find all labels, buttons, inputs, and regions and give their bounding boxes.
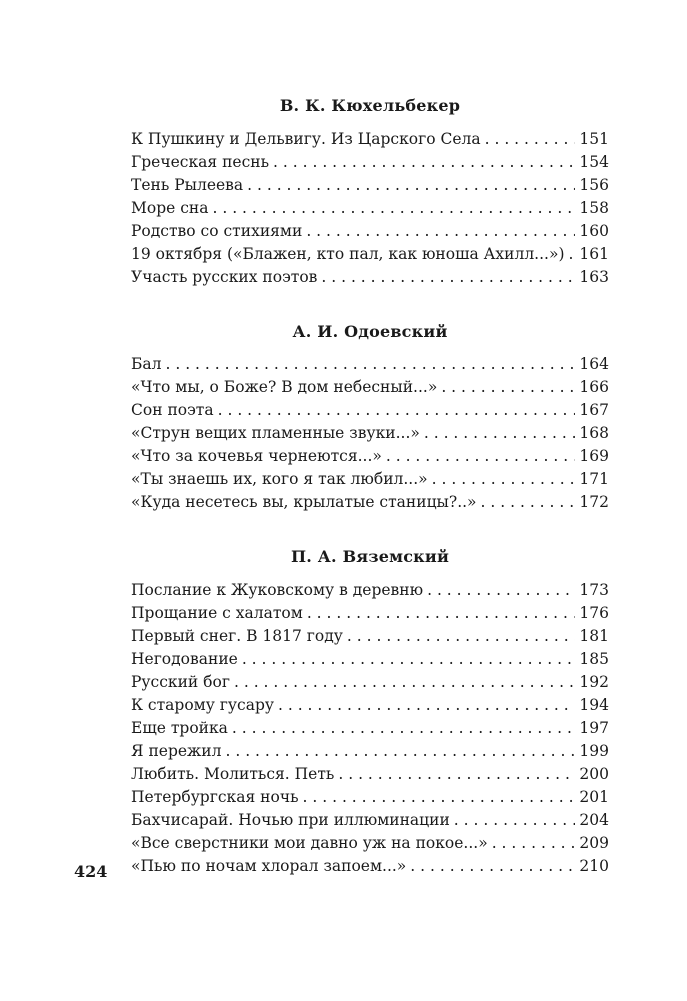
toc-entry[interactable] <box>131 602 609 624</box>
entry-title: Первый снег. В 1817 году <box>131 627 343 645</box>
entry-page: 151 <box>579 130 609 148</box>
toc-entry[interactable] <box>131 468 609 490</box>
entry-page: 201 <box>579 788 609 806</box>
dot-leader <box>321 266 575 288</box>
entry-title: Родство со стихиями <box>131 222 303 240</box>
entry-page: 167 <box>579 401 609 419</box>
toc-entry[interactable] <box>131 174 609 196</box>
toc-entry[interactable] <box>131 151 609 173</box>
dot-leader <box>338 763 575 785</box>
entry-page: 166 <box>579 378 609 396</box>
entry-page: 176 <box>579 604 609 622</box>
entry-title: Бал <box>131 355 162 373</box>
entry-page: 172 <box>579 493 609 511</box>
toc-entry[interactable] <box>131 855 609 877</box>
entry-title: Послание к Жуковскому в деревню <box>131 581 424 599</box>
toc-entry[interactable] <box>131 740 609 762</box>
dot-leader <box>481 491 576 513</box>
toc-entry[interactable] <box>131 353 609 375</box>
entry-title: «Ты знаешь их, кого я так любил...» <box>131 470 428 488</box>
entry-title: Прощание с халатом <box>131 604 303 622</box>
toc-entry[interactable] <box>131 243 609 265</box>
dot-leader <box>273 151 575 173</box>
entry-page: 171 <box>579 470 609 488</box>
toc-entry[interactable] <box>131 648 609 670</box>
entry-title: Я пережил <box>131 742 222 760</box>
toc-entry[interactable] <box>131 786 609 808</box>
entry-title: Любить. Молиться. Петь <box>131 765 335 783</box>
dot-leader <box>386 445 576 467</box>
entry-page: 210 <box>579 857 609 875</box>
entry-page: 158 <box>579 199 609 217</box>
entry-page: 192 <box>579 673 609 691</box>
toc-entry[interactable] <box>131 422 609 444</box>
dot-leader <box>569 243 576 265</box>
toc-entry[interactable] <box>131 579 609 601</box>
dot-leader <box>454 809 576 831</box>
dot-leader <box>485 128 576 150</box>
toc-entry[interactable] <box>131 445 609 467</box>
section-author-heading: П. А. Вяземский <box>290 547 450 566</box>
entry-page: 161 <box>579 245 609 263</box>
entry-page: 173 <box>579 581 609 599</box>
dot-leader <box>225 740 575 762</box>
entry-title: Море сна <box>131 199 209 217</box>
dot-leader <box>492 832 576 854</box>
entry-page: 160 <box>579 222 609 240</box>
toc-entry[interactable] <box>131 491 609 513</box>
dot-leader <box>427 579 575 601</box>
entry-page: 197 <box>579 719 609 737</box>
dot-leader <box>218 399 576 421</box>
dot-leader <box>242 648 576 670</box>
dot-leader <box>306 220 575 242</box>
entry-page: 185 <box>579 650 609 668</box>
entry-title: Тень Рылеева <box>131 176 244 194</box>
dot-leader <box>307 602 576 624</box>
dot-leader <box>234 671 575 693</box>
toc-entry[interactable] <box>131 220 609 242</box>
toc-entry[interactable] <box>131 717 609 739</box>
entry-page: 164 <box>579 355 609 373</box>
toc-entry[interactable] <box>131 694 609 716</box>
toc-entry[interactable] <box>131 399 609 421</box>
entry-page: 200 <box>579 765 609 783</box>
dot-leader <box>424 422 576 444</box>
page-number: 424 <box>74 862 108 881</box>
entry-title: «Куда несетесь вы, крылатые станицы?..» <box>131 493 477 511</box>
entry-title: 19 октября («Блажен, кто пал, как юноша Ахилл...») <box>131 245 565 263</box>
entry-page: 209 <box>579 834 609 852</box>
dot-leader <box>165 353 575 375</box>
dot-leader <box>410 855 575 877</box>
entry-page: 154 <box>579 153 609 171</box>
entry-title: Сон поэта <box>131 401 214 419</box>
entry-page: 169 <box>579 447 609 465</box>
entry-page: 204 <box>579 811 609 829</box>
entry-title: Участь русских поэтов <box>131 268 318 286</box>
toc-entry[interactable] <box>131 197 609 219</box>
dot-leader <box>432 468 576 490</box>
entry-page: 163 <box>579 268 609 286</box>
toc-entry[interactable] <box>131 376 609 398</box>
toc-entry[interactable] <box>131 128 609 150</box>
entry-title: «Все сверстники мои давно уж на покое...» <box>131 834 488 852</box>
entry-title: К Пушкину и Дельвигу. Из Царского Села <box>131 130 481 148</box>
toc-entry[interactable] <box>131 625 609 647</box>
dot-leader <box>441 376 575 398</box>
entry-page: 194 <box>579 696 609 714</box>
entry-title: Греческая песнь <box>131 153 270 171</box>
entry-title: «Пью по ночам хлорал запоем...» <box>131 857 407 875</box>
entry-title: Еще тройка <box>131 719 228 737</box>
toc-entry[interactable] <box>131 809 609 831</box>
toc-entry[interactable] <box>131 266 609 288</box>
entry-page: 181 <box>579 627 609 645</box>
dot-leader <box>278 694 575 716</box>
entry-title: Негодование <box>131 650 238 668</box>
toc-entry[interactable] <box>131 832 609 854</box>
section-author-heading: В. К. Кюхельбекер <box>279 96 461 115</box>
dot-leader <box>347 625 576 647</box>
dot-leader <box>247 174 575 196</box>
dot-leader <box>303 786 576 808</box>
entry-title: «Струн вещих пламенные звуки...» <box>131 424 420 442</box>
entry-page: 199 <box>579 742 609 760</box>
entry-title: Петербургская ночь <box>131 788 299 806</box>
entry-title: «Что за кочевья чернеются...» <box>131 447 382 465</box>
toc-entry[interactable] <box>131 763 609 785</box>
entry-title: Русский бог <box>131 673 230 691</box>
entry-title: «Что мы, о Боже? В дом небесный...» <box>131 378 438 396</box>
entry-title: К старому гусару <box>131 696 274 714</box>
entry-title: Бахчисарай. Ночью при иллюминации <box>131 811 450 829</box>
entry-page: 156 <box>579 176 609 194</box>
entry-page: 168 <box>579 424 609 442</box>
dot-leader <box>212 197 575 219</box>
section-author-heading: А. И. Одоевский <box>292 322 448 341</box>
dot-leader <box>232 717 575 739</box>
toc-entry[interactable] <box>131 671 609 693</box>
